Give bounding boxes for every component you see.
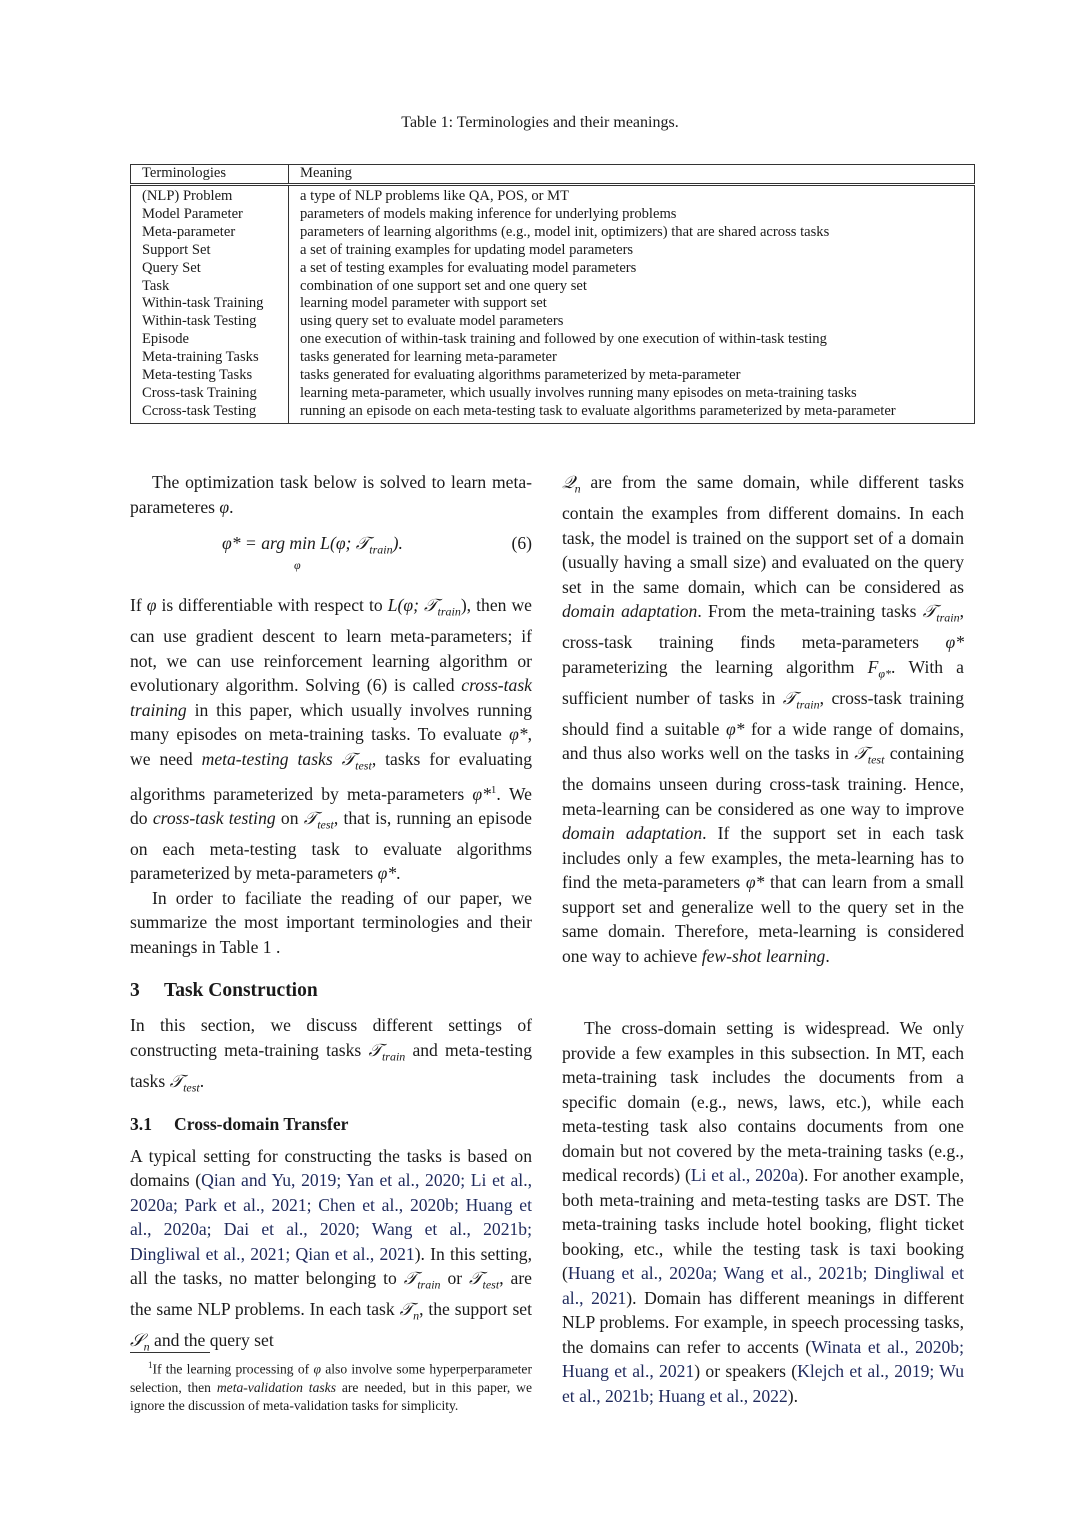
text: n — [413, 1308, 420, 1323]
footnote — [130, 1356, 532, 1415]
text: . From the meta-training tasks — [697, 601, 923, 622]
math-phi: φ — [219, 496, 230, 517]
math-phi-star: φ* — [725, 718, 745, 739]
equation-formula — [222, 531, 403, 572]
text: 𝒯 — [922, 601, 937, 622]
subsection-number: 3.1 — [130, 1113, 152, 1134]
text: are from the same domain, while different tasks contain the examples from different domains. In each task, the model is trained on the support set of a domain (usually having a small size) and evaluated on the query set in the same domain, which can be considered as — [562, 472, 964, 597]
equation-under: φ — [294, 558, 301, 572]
text: , cross-task training should find a suitable — [562, 687, 964, 739]
term-cell: Episode — [131, 331, 289, 349]
table-caption: Table 1: Terminologies and their meanings. — [401, 114, 679, 131]
footnote-marker[interactable]: 1 — [490, 783, 497, 796]
text: 𝒯 — [854, 743, 868, 764]
footnote-divider — [130, 1352, 210, 1353]
equation-lhs: φ* = arg min L(φ; 𝒯 — [222, 533, 370, 553]
equation-6 — [130, 529, 532, 579]
paragraph — [130, 593, 532, 886]
text: n — [143, 1339, 150, 1354]
math-phi: φ — [313, 1361, 321, 1377]
text: The cross-domain setting is widespread. We only provide a few examples in this subsection. In MT, each meta-training task includes the documents from a specific domain (e.g., news, laws, etc.), while each meta-testing task also contains documents from one domain but not covered by the meta-training tasks (e.g., medical records) ( — [562, 1018, 964, 1186]
meaning-cell: a set of training examples for updating model parameters — [289, 242, 975, 260]
term-cell: Support Set — [131, 242, 289, 260]
paragraph — [562, 470, 964, 968]
text: . With a sufficient number of tasks in — [562, 656, 964, 708]
citation-link[interactable]: Winata et al., 2020b; Huang et al., 2021 — [562, 1336, 964, 1382]
table-row — [131, 313, 975, 331]
text: L(φ; 𝒯 — [387, 595, 438, 615]
text: ). For another example, both meta-training and meta-testing tasks are DST. The meta-training tasks include hotel booking, flight ticket booking, etc., while the testing task is taxi booking ( — [562, 1165, 964, 1284]
text: In this section, we discuss different settings of constructing meta-training tasks — [130, 1015, 532, 1060]
equation-number: (6) — [511, 533, 532, 553]
text: , are the same NLP problems. In each task — [130, 1268, 532, 1320]
subsection-heading — [130, 1112, 532, 1136]
table-row — [131, 278, 975, 296]
text: 𝒯 — [303, 807, 318, 828]
text: test — [317, 817, 334, 832]
table-row — [131, 224, 975, 242]
table-row — [131, 260, 975, 278]
citation-link[interactable]: Klejch et al., 2019; Wu et al., 2021b; Huang et al., 2022 — [562, 1361, 964, 1406]
text: parameterizing the learning algorithm — [562, 656, 868, 677]
meaning-cell: a type of NLP problems like QA, POS, or MT — [289, 185, 975, 206]
header-terminologies: Terminologies — [131, 165, 289, 185]
table-row — [131, 185, 975, 206]
text: 𝒯 — [399, 1299, 414, 1320]
text: . — [396, 863, 401, 884]
section-number: 3 — [130, 980, 140, 1002]
equation-subscript: train — [369, 542, 393, 557]
text: for a wide range of domains, and thus also works well on the tasks in — [562, 718, 964, 764]
meaning-cell: learning model parameter with support set — [289, 295, 975, 313]
section-heading — [130, 979, 532, 1003]
text: test — [482, 1277, 500, 1292]
math-phi-star: φ* — [509, 724, 528, 745]
term-cell: Within-task Testing — [131, 313, 289, 331]
text: also involve some hyperperparameter selection, then — [130, 1361, 532, 1395]
meaning-cell: combination of one support set and one query set — [289, 278, 975, 296]
text: test — [355, 758, 372, 773]
text: is differentiable with respect to — [156, 595, 388, 615]
text: A typical setting for constructing the tasks is based on domains ( — [130, 1145, 532, 1191]
table-row — [131, 385, 975, 403]
term-cell: Within-task Training — [131, 295, 289, 313]
text: , the support set — [419, 1299, 532, 1320]
meaning-cell: a set of testing examples for evaluating model parameters — [289, 260, 975, 278]
math-q-n — [562, 472, 581, 496]
math-t-train — [368, 1039, 406, 1064]
math-t-test — [469, 1268, 500, 1292]
math-f-phi — [867, 656, 892, 681]
text: 𝒯 — [403, 1268, 418, 1289]
text: , that is, running an episode on each meta-testing task to evaluate algorithms parameterized by meta-parameters — [130, 807, 532, 884]
text: . — [199, 1070, 205, 1091]
meaning-cell: learning meta-parameter, which usually involves running many episodes on meta-training tasks — [289, 385, 975, 403]
term-cell: Query Set — [131, 260, 289, 278]
terminology-table — [130, 164, 975, 424]
paragraph — [130, 1013, 532, 1100]
math-phi-star: φ* — [377, 863, 397, 884]
text: test — [867, 752, 885, 767]
text: then we can use gradient descent to learn meta-parameters; if not, we can use reinforcement learning algorithm or evolutionary algorithm. Solving (6) is called — [130, 595, 532, 696]
text: ), — [460, 595, 472, 615]
text: If the learning processing of — [152, 1361, 314, 1377]
text: test — [183, 1080, 200, 1095]
equation-rhs: ). — [392, 533, 403, 553]
paragraph — [130, 470, 532, 519]
text: train — [417, 1277, 441, 1292]
text: that can learn from a small support set and generalize well to the query set in the same domain. Therefore, meta-learning is considered one way to achieve — [562, 872, 964, 966]
table-row — [131, 295, 975, 313]
text: 𝒯 — [782, 687, 797, 708]
math-t-train — [922, 601, 960, 625]
text: , cross-task training finds meta-parameters — [562, 601, 964, 653]
math-phi-star: φ* — [472, 783, 491, 804]
term-cell: Meta-parameter — [131, 224, 289, 242]
text: 𝒯 — [469, 1268, 483, 1289]
text: F — [867, 656, 879, 677]
term-cell: (NLP) Problem — [131, 185, 289, 206]
table-row — [131, 367, 975, 385]
text: or — [440, 1268, 470, 1289]
text: ) or speakers ( — [694, 1361, 798, 1382]
paragraph — [562, 1016, 964, 1408]
meaning-cell: using query set to evaluate model parameters — [289, 313, 975, 331]
text: 𝒯 — [368, 1039, 382, 1060]
text: 𝒯 — [341, 748, 356, 769]
text: and meta-testing tasks — [130, 1039, 532, 1091]
emphasis: domain adaptation — [562, 601, 698, 622]
text: train — [796, 697, 820, 712]
math-t-test — [303, 807, 334, 832]
table-row — [131, 403, 975, 423]
text: containing the domains unseen during cross-task training. Hence, meta-learning can be considered as one way to improve — [562, 743, 964, 819]
text: The optimization task below is solved to learn meta-parameteres — [130, 472, 532, 517]
section-title: Task Construction — [164, 980, 318, 1002]
text: . We do — [130, 783, 532, 828]
math-t-test — [854, 743, 885, 767]
text: If — [130, 595, 147, 615]
text: ). Domain has different meanings in different NLP problems. For example, in speech processing tasks, the domains can refer to accents ( — [562, 1287, 964, 1357]
text: , we need — [130, 724, 532, 769]
text: ). In this setting, all the tasks, no matter belonging to — [130, 1243, 532, 1289]
emphasis: meta-testing tasks — [201, 748, 342, 769]
math-t-train — [403, 1268, 441, 1292]
meaning-cell: running an episode on each meta-testing task to evaluate algorithms parameterized by meta-parameter — [289, 403, 975, 423]
emphasis: cross-task testing — [152, 807, 276, 828]
term-cell: Model Parameter — [131, 206, 289, 224]
text: 𝒯 — [169, 1070, 184, 1091]
text: on — [275, 807, 304, 828]
footnote-number: 1 — [148, 1360, 153, 1370]
meaning-cell: parameters of learning algorithms (e.g., model init, optimizers) that are shared across tasks — [289, 224, 975, 242]
text: are needed, but in this paper, we ignore the discussion of meta-validation tasks for simplicity. — [130, 1379, 533, 1413]
math-t-train — [782, 687, 820, 712]
math-phi-star: φ* — [745, 872, 765, 893]
citation-link[interactable]: Li et al., 2020a — [690, 1165, 799, 1186]
header-meaning: Meaning — [289, 165, 975, 185]
text: 𝒬 — [562, 472, 575, 492]
term-cell: Cross-task Training — [131, 385, 289, 403]
left-column — [130, 470, 532, 1359]
text: train — [437, 604, 461, 619]
text: . — [229, 496, 234, 517]
math-phi-star: φ* — [945, 632, 964, 653]
emphasis: domain adaptation — [562, 823, 703, 844]
table-row — [131, 242, 975, 260]
paragraph: In order to faciliate the reading of our paper, we summarize the most important terminologies and their meanings in Table 1 . — [130, 887, 532, 957]
meaning-cell: parameters of models making inference for underlying problems — [289, 206, 975, 224]
right-column — [562, 470, 964, 1408]
term-cell: Meta-testing Tasks — [131, 367, 289, 385]
paragraph — [130, 1144, 532, 1360]
spacer — [562, 968, 964, 1016]
table-row — [131, 331, 975, 349]
math-phi: φ — [146, 595, 157, 615]
math-t-test — [169, 1070, 200, 1095]
meaning-cell: tasks generated for evaluating algorithms parameterized by meta-parameter — [289, 367, 975, 385]
table-header-row — [131, 165, 975, 185]
term-cell: Task — [131, 278, 289, 296]
text: . If the support set in each task includes only a few examples, the meta-learning has to find the meta-parameters — [562, 823, 964, 893]
term-cell: Meta-training Tasks — [131, 349, 289, 367]
text: . — [825, 945, 830, 966]
math-s-n — [130, 1330, 150, 1354]
math-loss — [387, 595, 461, 619]
text: in this paper, which usually involves running many episodes on meta-training tasks. To evaluate — [130, 699, 532, 745]
text: n — [574, 481, 581, 496]
citation-link[interactable]: Qian and Yu, 2019; Yan et al., 2020; Li et al., 2020a; Park et al., 2021; Chen et al., 2020b; Huang et al., 2020a; Dai et al., 2020; Wang et al., 2021b; Dingliwal et al., 2021; Qian et al., 2021 — [130, 1170, 532, 1264]
math-t-n — [399, 1299, 420, 1323]
emphasis: few-shot learning — [701, 945, 826, 966]
meaning-cell: one execution of within-task training and followed by one execution of within-task testing — [289, 331, 975, 349]
text: train — [936, 610, 960, 625]
text: train — [381, 1049, 406, 1064]
emphasis: meta-validation tasks — [216, 1379, 336, 1395]
text: , tasks for evaluating algorithms parameterized by meta-parameters — [130, 748, 533, 804]
citation-link[interactable]: Huang et al., 2020a; Wang et al., 2021b; Dingliwal et al., 2021 — [562, 1263, 964, 1308]
text: ). — [787, 1385, 799, 1406]
math-t-test — [341, 748, 372, 773]
subsection-title: Cross-domain Transfer — [174, 1113, 349, 1134]
text: 𝒮 — [130, 1330, 144, 1351]
emphasis: cross-task training — [130, 675, 532, 720]
text: φ* — [878, 666, 892, 681]
meaning-cell: tasks generated for learning meta-parameter — [289, 349, 975, 367]
table-row — [131, 349, 975, 367]
term-cell: Ccross-task Testing — [131, 403, 289, 423]
text: and the query set — [149, 1330, 274, 1351]
table-row — [131, 206, 975, 224]
